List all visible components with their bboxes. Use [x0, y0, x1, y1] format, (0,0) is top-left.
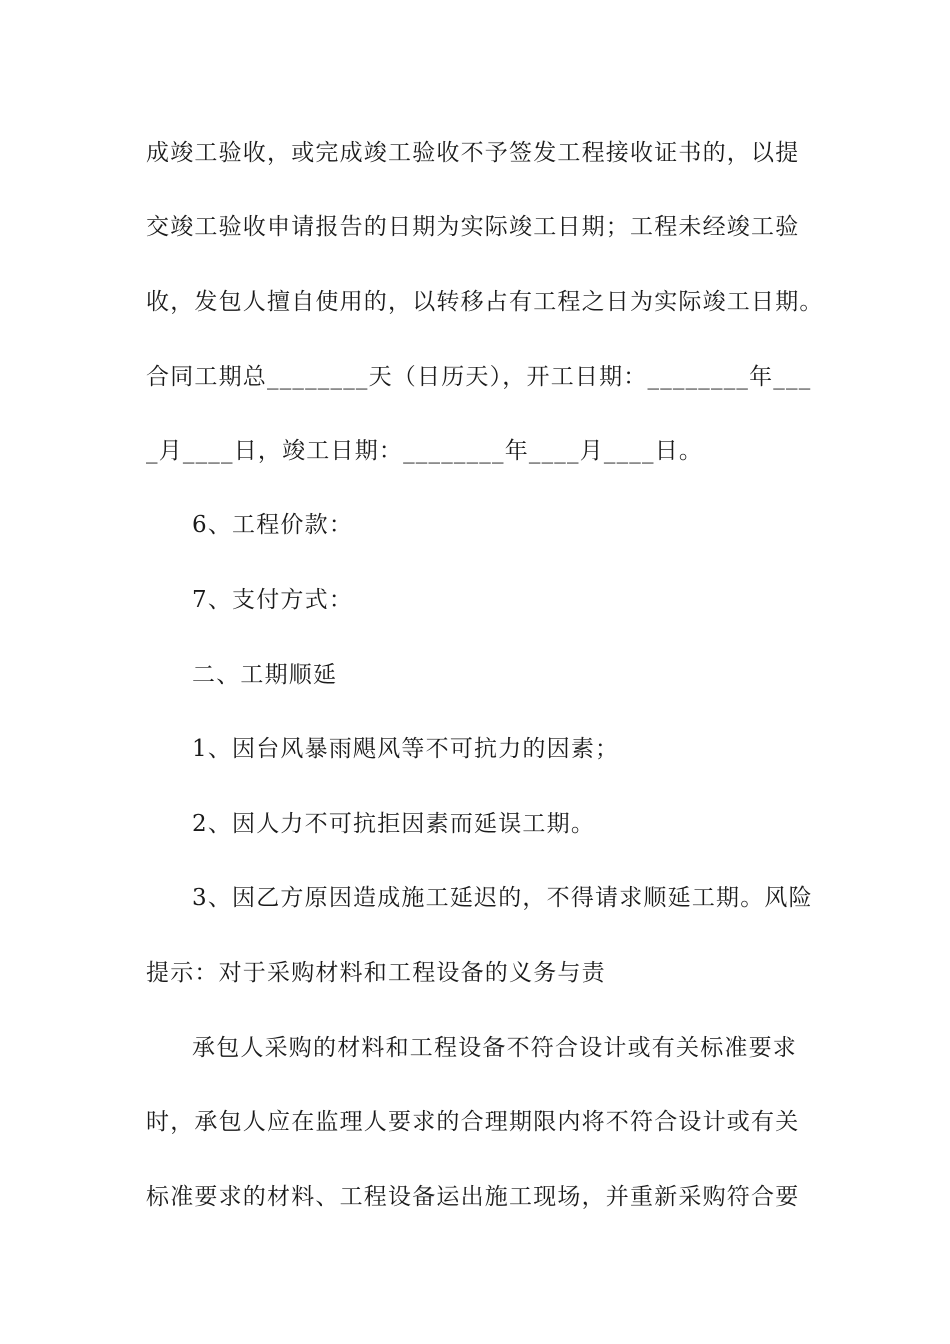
text-line: 交竣工验收申请报告的日期为实际竣工日期；工程未经竣工验 [146, 214, 800, 240]
list-item: 3、因乙方原因造成施工延迟的，不得请求顺延工期。风险 [192, 885, 813, 911]
item-7-line: 7、支付方式： [192, 587, 354, 613]
text-line: 提示：对于采购材料和工程设备的义务与责 [146, 960, 606, 986]
text-line: 合同工期总________天（日历天），开工日期：________年___ [146, 364, 812, 390]
text-line: 成竣工验收，或完成竣工验收不予签发工程接收证书的，以提 [146, 140, 800, 166]
list-item: 1、因台风暴雨飓风等不可抗力的因素； [192, 736, 620, 762]
text-line: _月____日，竣工日期：________年____月____日。 [146, 438, 704, 464]
list-item: 2、因人力不可抗拒因素而延误工期。 [192, 811, 596, 837]
item-6-line: 6、工程价款： [192, 512, 354, 538]
text-line: 时，承包人应在监理人要求的合理期限内将不符合设计或有关 [146, 1109, 800, 1135]
paragraph-start: 承包人采购的材料和工程设备不符合设计或有关标准要求 [192, 1035, 797, 1061]
text-line: 标准要求的材料、工程设备运出施工现场，并重新采购符合要 [146, 1184, 800, 1210]
text-line: 收，发包人擅自使用的，以转移占有工程之日为实际竣工日期。 [146, 289, 824, 315]
section-heading: 二、工期顺延 [192, 662, 338, 688]
